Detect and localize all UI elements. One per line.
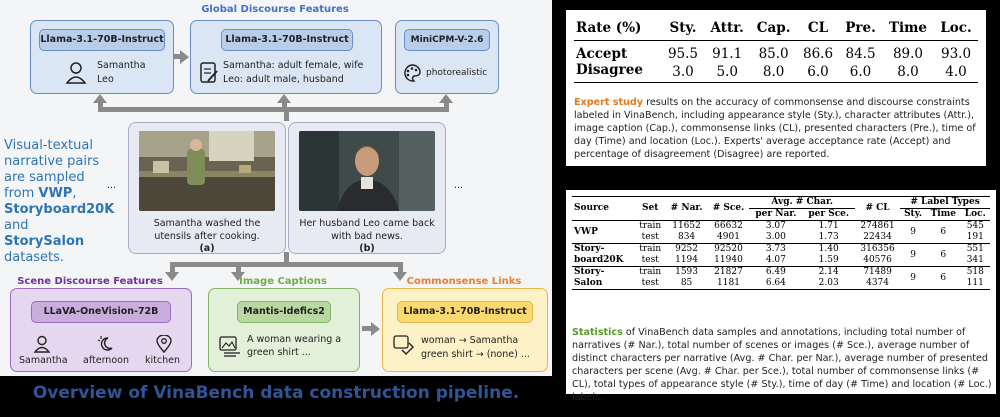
pipeline-figure [0, 0, 552, 376]
statistics-body [572, 221, 990, 290]
cell-value: 2.03 [818, 278, 839, 288]
cell-value: VWP [574, 226, 598, 237]
cell-value: 11940 [714, 255, 743, 265]
cell-value: 71489 [863, 267, 892, 277]
char-per-sce-cell [802, 267, 855, 290]
arrowhead [439, 94, 453, 103]
cell-value: test [641, 278, 659, 288]
palette-icon [402, 63, 422, 83]
column-header: Rate (%) [576, 20, 642, 36]
expert-study-panel [566, 10, 986, 166]
cell-value: 1.40 [818, 244, 839, 254]
column-subheader: per Nar. [755, 209, 797, 219]
global-model-2: Llama-3.1-70B-Instruct [221, 29, 353, 51]
scene-image-kitchen [139, 131, 275, 211]
cell-value: 6 [940, 226, 947, 237]
scene-image-husband [299, 131, 435, 211]
expert-rate-table [574, 16, 978, 83]
column-header: Sty. [669, 20, 697, 36]
global-model-1: Llama-3.1-70B-Instruct [39, 29, 165, 51]
sty-cell [900, 221, 926, 244]
table-cell: 5.0 [716, 64, 738, 80]
person-icon [33, 335, 51, 353]
statistics-panel [566, 190, 996, 403]
cell-value: 341 [966, 255, 984, 265]
story-frame-a [128, 122, 286, 254]
location-pin-icon [156, 335, 172, 353]
char-per-nar-cell [749, 221, 802, 244]
edit-document-icon [199, 61, 219, 85]
sty-cell [900, 244, 926, 267]
scene-features-title: Scene Discourse Features [17, 276, 163, 287]
table-row [572, 221, 990, 244]
table-header [574, 16, 978, 41]
sce-cell [708, 267, 750, 290]
image-caption-icon [219, 335, 241, 357]
cell-value: test [641, 255, 659, 265]
cell-value: 4.07 [765, 255, 786, 265]
cell-value: 834 [677, 232, 696, 242]
cell-value: 3.07 [765, 221, 786, 231]
cell-value: 111 [966, 278, 984, 288]
cell-value: train [639, 267, 662, 277]
cell-value: 66632 [714, 221, 743, 231]
table-cell: 95.5 [667, 46, 698, 62]
table-row [572, 244, 990, 267]
character-attribute: Leo: adult male, husband [223, 74, 344, 85]
set-cell [635, 267, 666, 290]
cell-value: 40576 [863, 255, 892, 265]
time-cell [926, 267, 961, 290]
cell-value: 21827 [714, 267, 743, 277]
scene-features-box [10, 288, 192, 372]
cl-cell [855, 267, 900, 290]
global-features-title: Global Discourse Features [201, 4, 349, 15]
source-cell [572, 267, 635, 290]
char-per-sce-cell [802, 221, 855, 244]
frame-caption: Samantha washed the utensils after cooking. [153, 218, 261, 242]
image-captions-box [208, 288, 360, 372]
cell-value: 85 [680, 278, 693, 288]
arrowhead [180, 50, 189, 64]
cell-value: train [639, 221, 662, 231]
scene-time: afternoon [83, 355, 129, 366]
cell-value: 316356 [860, 244, 895, 254]
commonsense-links-title: Commonsense Links [406, 276, 522, 287]
table-cell: 6.0 [807, 64, 829, 80]
row-label: Disagree [576, 62, 643, 78]
cell-value: 9 [910, 226, 916, 237]
scene-character: Samantha [19, 355, 68, 366]
table-cell: 89.0 [892, 46, 924, 62]
link-icon [393, 335, 415, 357]
frame-label: (b) [359, 243, 375, 254]
column-subheader: per Sce. [808, 209, 850, 219]
cell-value: 9252 [675, 244, 699, 254]
char-per-nar-cell [749, 267, 802, 290]
cell-value: train [639, 244, 662, 254]
cell-value: 1.73 [818, 232, 839, 242]
story-frame-b [288, 122, 446, 254]
cell-value: 518 [966, 267, 984, 277]
table-cell: 91.1 [712, 46, 743, 62]
cell-value: 274861 [860, 221, 895, 231]
column-header: Cap. [756, 20, 791, 36]
sce-cell [708, 244, 750, 267]
char-per-nar-cell [749, 244, 802, 267]
char-per-sce-cell [802, 244, 855, 267]
statistics-caption [572, 326, 992, 404]
cell-value: Story- board20K [574, 244, 624, 265]
cell-value: 1593 [675, 267, 699, 277]
arrowhead [371, 322, 380, 336]
column-header: CL [807, 20, 829, 36]
cell-value: 6.49 [765, 267, 786, 277]
caption-body: results on the accuracy of commonsense and discourse constraints labeled in VinaBench, including appearance style (Sty.), character attributes (Attr.), image caption (Cap.), commonsense links (CL), presented characters (Pre.), time of day (Time) and location (Loc.). Experts' average acceptance rate (Accept) and percentage of disagreement (Disagree) are reported. [574, 97, 976, 160]
table-row [572, 267, 990, 290]
ellipsis: ... [454, 180, 464, 191]
column-header: Attr. [710, 20, 744, 36]
source-datasets-text: Visual-textual narrative pairs are sampled from VWP, Storyboard20K and StorySalon datasets. [4, 138, 115, 265]
cell-value: 191 [966, 232, 984, 242]
table-cell: 84.5 [845, 46, 876, 62]
commonsense-links-box [382, 288, 548, 372]
cell-value: 551 [966, 244, 984, 254]
expert-study-caption [574, 96, 980, 161]
cl-cell [855, 244, 900, 267]
cell-value: 4374 [866, 278, 890, 288]
caption-model: Mantis-Idefics2 [237, 301, 331, 323]
scene-model: LLaVA-OneVision-72B [31, 301, 171, 323]
table-cell: 85.0 [758, 46, 789, 62]
cell-value: 2.14 [818, 267, 839, 277]
set-cell [635, 244, 666, 267]
global-box-style [395, 20, 499, 94]
column-subheader: Loc. [964, 209, 986, 219]
frame-caption: Her husband Leo came back with bad news. [299, 218, 435, 242]
set-cell [635, 221, 666, 244]
cell-value: test [641, 232, 659, 242]
table-cell: 93.0 [940, 46, 972, 62]
links-model: Llama-3.1-70B-Instruct [397, 301, 533, 323]
column-header: # Label Types [900, 197, 990, 209]
link-line: woman → Samantha [421, 335, 519, 346]
cell-value: 545 [966, 221, 984, 231]
cell-value: 1181 [717, 278, 740, 288]
column-header: Time [888, 20, 928, 36]
table-cell: 3.0 [672, 64, 694, 80]
column-header: # Nar. [670, 203, 703, 213]
cell-value: Story- Salon [574, 267, 605, 288]
cell-value: 3.73 [765, 244, 786, 254]
cell-value: 1.59 [818, 255, 839, 265]
cell-value: 6.64 [765, 278, 786, 288]
global-box-characters [30, 20, 174, 94]
row-label: Accept [576, 46, 628, 62]
style-label: photorealistic [426, 68, 488, 78]
cell-value: 11652 [672, 221, 701, 231]
cell-value: 6 [940, 249, 947, 260]
time-cell [926, 221, 961, 244]
column-header: Set [642, 203, 659, 213]
arrowhead [277, 94, 291, 103]
character-name: Samantha [97, 60, 146, 71]
column-header: Source [574, 203, 609, 213]
table-cell: 8.0 [897, 64, 919, 80]
source-cell [572, 221, 635, 244]
caption-lead: Expert study [574, 97, 644, 108]
column-header: # Sce. [712, 203, 745, 213]
loc-cell [961, 267, 990, 290]
loc-cell [961, 244, 990, 267]
cell-value: 3.00 [765, 232, 786, 242]
cell-value: 1194 [675, 255, 699, 265]
cl-cell [855, 221, 900, 244]
table-cell: 6.0 [849, 64, 872, 80]
nar-cell [666, 244, 708, 267]
loc-cell [961, 221, 990, 244]
table-row [574, 62, 978, 83]
cell-value: 9 [910, 272, 916, 283]
time-cell [926, 244, 961, 267]
character-name: Leo [97, 74, 114, 85]
table-cell: 86.6 [802, 46, 834, 62]
character-attribute: Samantha: adult female, wife [223, 60, 364, 71]
table-cell: 4.0 [945, 64, 967, 80]
cell-value: 4901 [717, 232, 740, 242]
table-row [574, 41, 978, 63]
overview-title: Overview of VinaBench data construction pipeline. [32, 383, 520, 403]
sce-cell [708, 221, 750, 244]
caption-text: A woman wearing a green shirt ... [247, 334, 342, 358]
connector [100, 107, 448, 112]
connector [284, 252, 289, 264]
column-header: # CL [865, 203, 890, 213]
ellipsis: ... [107, 180, 117, 191]
column-header: Avg. # Char. [749, 197, 855, 209]
cell-value: 92520 [714, 244, 743, 254]
cell-value: 22434 [863, 232, 892, 242]
nar-cell [666, 221, 708, 244]
cell-value: 9 [910, 249, 916, 260]
frame-label: (a) [199, 243, 215, 254]
cell-value: 1.71 [818, 221, 839, 231]
statistics-table [572, 196, 990, 290]
cell-value: 6 [940, 272, 947, 283]
image-captions-title: Image Captions [239, 276, 327, 287]
scene-location: kitchen [145, 355, 180, 366]
column-header: Pre. [845, 20, 876, 36]
sun-moon-icon [97, 335, 115, 353]
column-subheader: Sty. [904, 209, 923, 219]
column-subheader: Time [930, 209, 956, 219]
source-cell [572, 244, 635, 267]
sty-cell [900, 267, 926, 290]
person-icon [65, 61, 87, 85]
link-line: green shirt → (none) ... [421, 349, 530, 360]
global-model-3: MiniCPM-V-2.6 [404, 29, 490, 51]
arrowhead [93, 94, 107, 103]
global-box-attributes [190, 20, 382, 94]
table-cell: 8.0 [762, 64, 785, 80]
column-header: Loc. [940, 20, 972, 36]
nar-cell [666, 267, 708, 290]
caption-lead: Statistics [572, 327, 623, 338]
caption-body: of VinaBench data samples and annotations, including total number of narratives (# Nar.), total number of scenes or images (# Sce.), average number of distinct characters per narrative (Avg. # Char. per Nar.), average number of presented characters per scene (Avg. # Char. per Sce.), total number of commonsense links (# CL), total types of appearance style (# Sty.), time of day (# Time) and location (# Loc.) labels. [572, 327, 992, 403]
